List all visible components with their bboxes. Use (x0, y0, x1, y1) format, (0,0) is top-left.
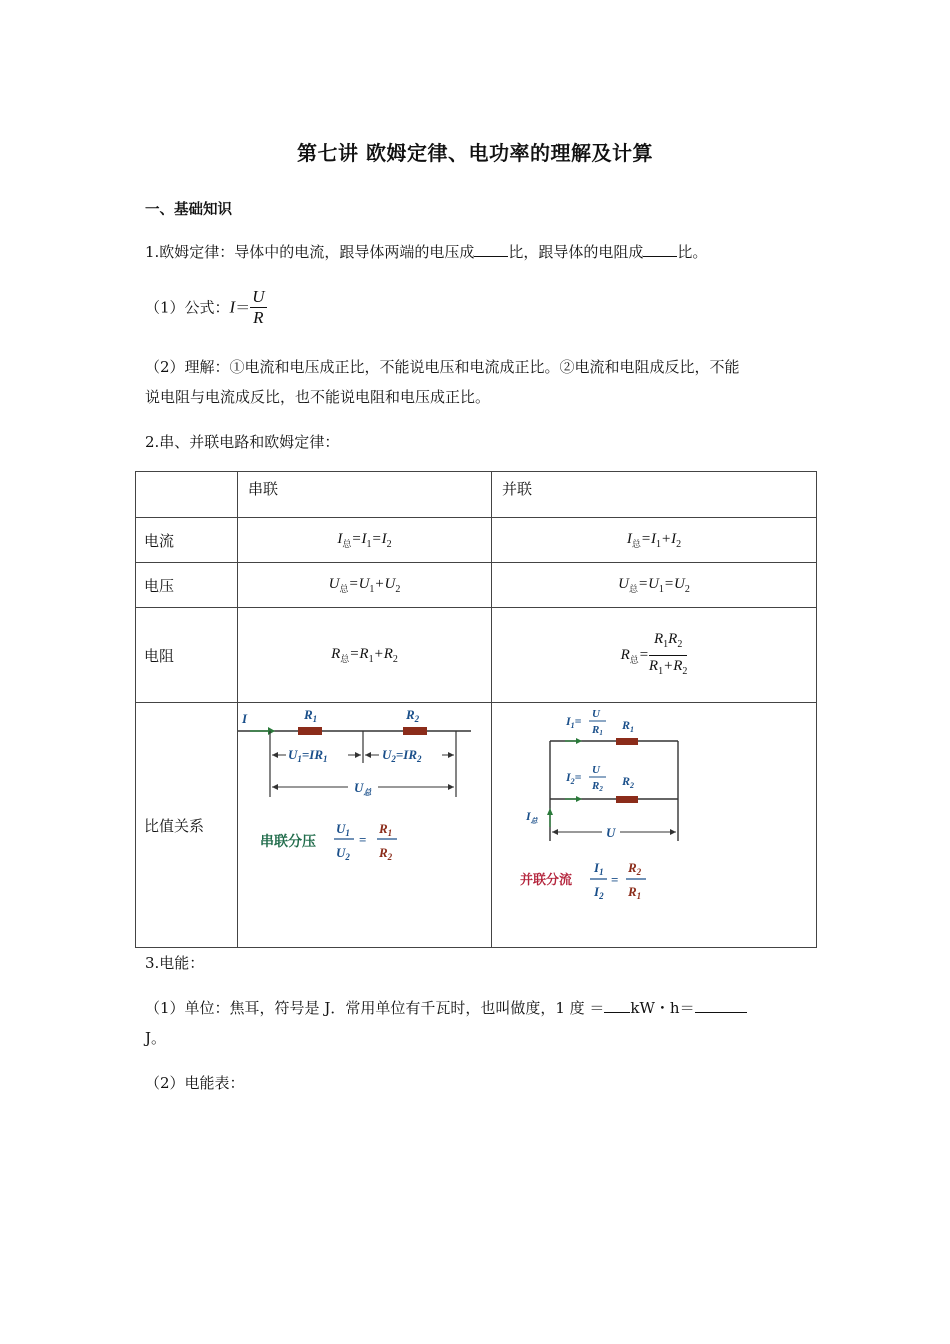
svg-text:R2: $R_2$ (622, 774, 635, 790)
series-current-formula: $I_总=I_1=I_2$ (238, 518, 492, 563)
svg-text:U总: $U_总$ (354, 780, 372, 797)
svg-text:R2: $R_2$ (379, 845, 393, 862)
header-series: 串联 (238, 472, 492, 518)
page-title: 第七讲 欧姆定律、电功率的理解及计算 (297, 141, 653, 165)
svg-text:R2: $R_2$ (628, 860, 642, 877)
table-corner (136, 472, 238, 518)
svg-text:I: I (242, 711, 248, 726)
row-label-current: 电流 (136, 518, 238, 563)
svg-text:U: U (592, 764, 600, 776)
svg-text:=: = (611, 872, 619, 887)
parallel-circuit-diagram (492, 703, 806, 947)
svg-text:U1=IR1: $U_1=IR_1$ (288, 747, 328, 764)
paragraph-ohms-law: 1.欧姆定律：导体中的电流，跟导体两端的电压成 比，跟导体的电阻成 比。 (145, 243, 708, 261)
formula-fraction: $\frac{U}{R}$ (252, 287, 265, 327)
svg-text:U1: $U_1$ (336, 821, 350, 838)
series-diagram-cell (238, 703, 492, 948)
svg-text:R2: R2 (592, 780, 603, 793)
parallel-resistance-formula: $R_总=$ $\frac{R_1R_2}{R_1+R_2}$ (492, 608, 817, 703)
series-resistance-formula: $R_总=R_1+R_2$ (238, 608, 492, 703)
svg-text:I1: $I_1$ (594, 860, 604, 877)
svg-text:=: = (359, 832, 367, 847)
series-circuit-diagram (238, 703, 481, 947)
parallel-current-formula: $I_总=I_1+I_2$ (492, 518, 817, 563)
paragraph-understanding-1: （2）理解：①电流和电压成正比，不能说电压和电流成正比。②电流和电阻成反比，不能 (145, 358, 740, 376)
svg-text:R1: $R_1$ (628, 884, 642, 901)
svg-text:R1: $R_1$ (379, 821, 393, 838)
row-label-voltage: 电压 (136, 563, 238, 608)
series-caption: 串联分压 (260, 835, 316, 850)
svg-text:U: U (592, 708, 600, 720)
parallel-voltage-formula: $U_总=U_1=U_2$ (492, 563, 817, 608)
section-heading: 一、基础知识 (145, 202, 232, 218)
paragraph-understanding-2: 说电阻与电流成反比，也不能说电阻和电压成正比。 (145, 388, 491, 406)
row-label-ratio: 比值关系 (136, 703, 238, 948)
svg-text:R1: R1 (592, 724, 603, 737)
svg-text:R1: $R_1$ (304, 707, 318, 724)
row-label-resistance: 电阻 (136, 608, 238, 703)
svg-text:I1=: $I_1=$ (566, 714, 582, 730)
paragraph-meter: （2）电能表： (145, 1074, 245, 1092)
blank (643, 242, 677, 257)
blank (474, 242, 508, 257)
series-voltage-formula: $U_总=U_1+U_2$ (238, 563, 492, 608)
paragraph-formula: （1）公式：I＝ $\frac{U}{R}$ (145, 287, 265, 327)
paragraph-unit-end: J。 (145, 1029, 167, 1047)
svg-text:R2: $R_2$ (406, 707, 420, 724)
circuit-table (135, 471, 817, 948)
parallel-diagram-cell (492, 703, 817, 948)
svg-text:U2: $U_2$ (336, 845, 350, 862)
paragraph-series-parallel: 2.串、并联电路和欧姆定律： (145, 433, 340, 451)
svg-text:I2=: $I_2=$ (566, 770, 582, 786)
svg-text:U2=IR2: $U_2=IR_2$ (382, 747, 422, 764)
svg-text:R1: $R_1$ (622, 718, 635, 734)
svg-text:I总: $I_总$ (526, 809, 538, 825)
svg-text:U: U (606, 825, 616, 840)
blank (695, 998, 747, 1013)
blank (604, 998, 630, 1013)
header-parallel: 并联 (492, 472, 817, 518)
paragraph-unit: （1）单位：焦耳，符号是 J．常用单位有千瓦时，也叫做度，1 度 ＝ kW・h＝ (145, 998, 747, 1018)
svg-text:I2: $I_2$ (594, 884, 604, 901)
paragraph-electric-energy: 3.电能： (145, 954, 205, 972)
parallel-caption: 并联分流 (520, 872, 573, 887)
